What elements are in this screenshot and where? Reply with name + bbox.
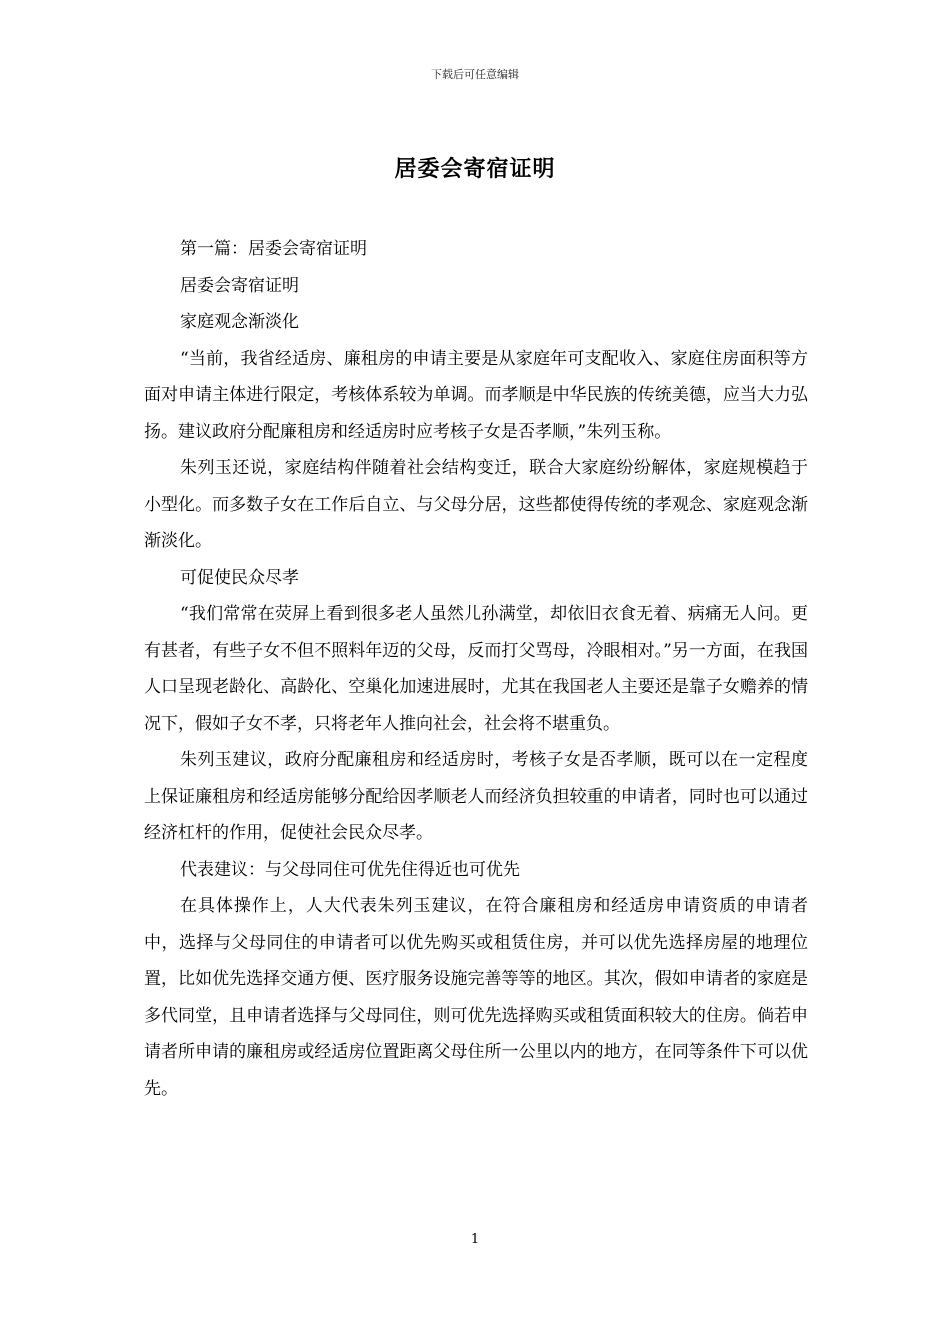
document-title: 居委会寄宿证明: [394, 156, 556, 182]
paragraph: 在具体操作上，人大代表朱列玉建议，在符合廉租房和经适房申请资质的申请者中，选择与父母同住的申请者可以优先购买或租赁住房，并可以优先选择房屋的地理位置，比如优先选择交通方便、医疗服务设施完善等等的地区。其次，假如申请者的家庭是多代同堂，且申请者选择与父母同住，则可优先选择购买或租赁面积较大的住房。倘若申请者所申请的廉租房或经适房位置距离父母住所一公里以内的地方，在同等条件下可以优先。: [144, 896, 808, 1099]
subheading: 可促使民众尽孝: [180, 567, 299, 588]
paragraph: 朱列玉还说，家庭结构伴随着社会结构变迁，联合大家庭纷纷解体，家庭规模趋于小型化。而多数子女在工作后自立、与父母分居，这些都使得传统的孝观念、家庭观念渐渐淡化。: [144, 458, 808, 551]
document-body: [144, 231, 808, 1107]
page-header: 下载后可任意编辑: [431, 68, 519, 81]
paragraph: 朱列玉建议，政府分配廉租房和经适房时，考核子女是否孝顺，既可以在一定程度上保证廉租房和经适房能够分配给因孝顺老人而经济负担较重的申请者，同时也可以通过经济杠杆的作用，促使社会民众尽孝。: [144, 750, 808, 843]
paragraph: “我们常常在荧屏上看到很多老人虽然儿孙满堂，却依旧衣食无着、病痛无人问。更有甚者，有些子女不但不照料年迈的父母，反而打父骂母，冷眼相对。”另一方面，在我国人口呈现老龄化、高龄化、空巢化加速进展时，尤其在我国老人主要还是靠子女赡养的情况下，假如子女不孝，只将老年人推向社会，社会将不堪重负。: [144, 604, 808, 734]
paragraph: “当前，我省经适房、廉租房的申请主要是从家庭年可支配收入、家庭住房面积等方面对申请主体进行限定，考核体系较为单调。而孝顺是中华民族的传统美德，应当大力弘扬。建议政府分配廉租房和经适房时应考核子女是否孝顺，”朱列玉称。: [144, 348, 808, 442]
page-number: 1: [470, 1232, 480, 1247]
subheading: 居委会寄宿证明: [180, 275, 299, 296]
subheading: 家庭观念渐淡化: [180, 312, 299, 332]
section-heading: 第一篇：居委会寄宿证明: [180, 239, 367, 259]
subheading: 代表建议：与父母同住可优先住得近也可优先: [180, 859, 520, 880]
